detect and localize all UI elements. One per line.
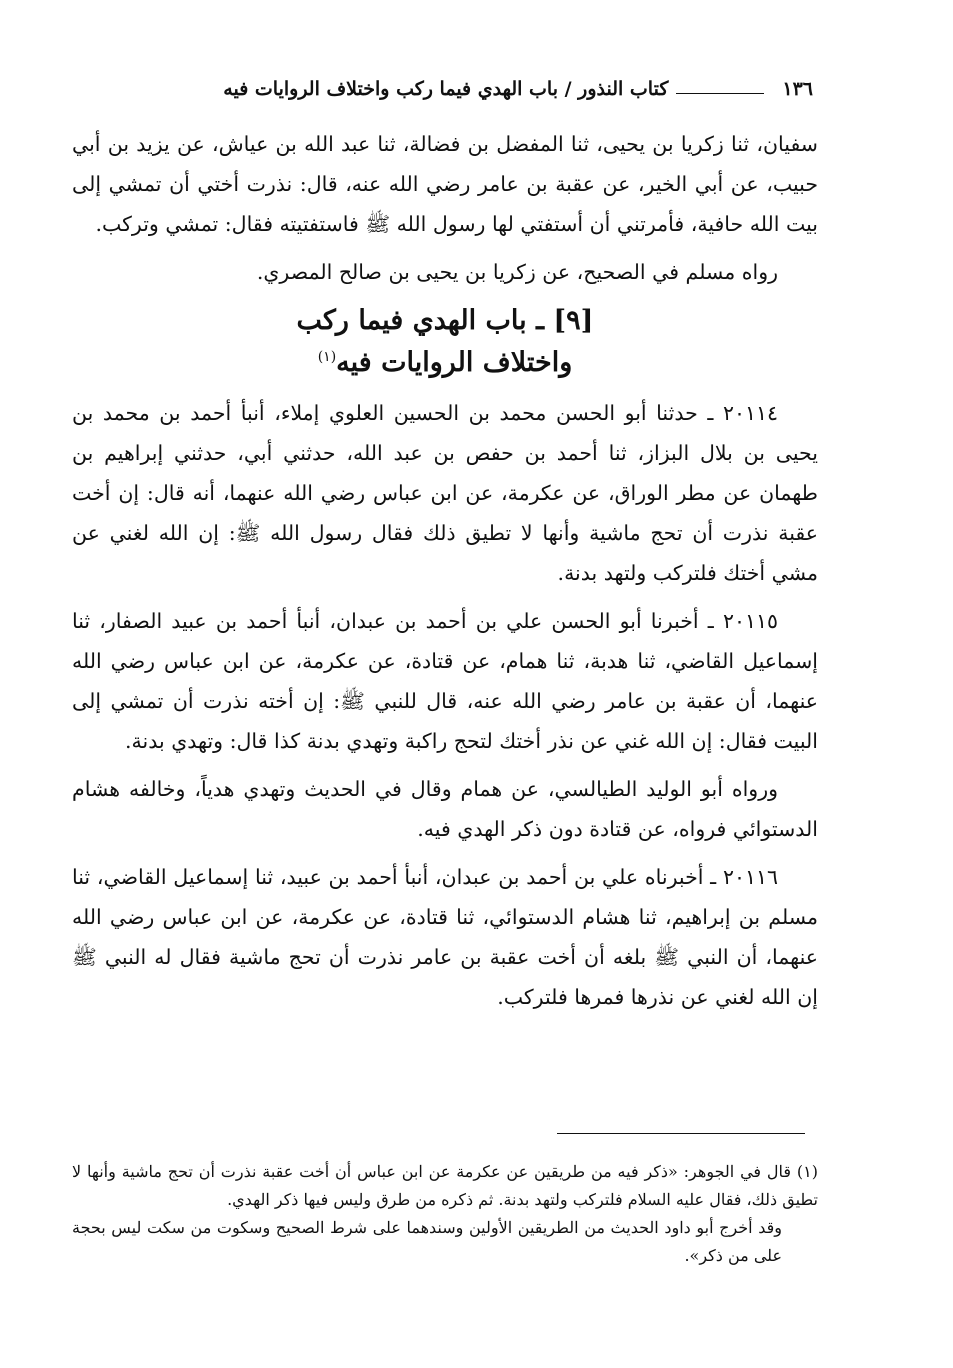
paragraph-muslim-note: رواه مسلم في الصحيح، عن زكريا بن يحيى بن صالح المصري.	[256, 260, 778, 284]
chapter-heading-line-2-text: واختلاف الروايات فيه	[336, 347, 573, 378]
hadith-20114: ٢٠١١٤ ـ حدثنا أبو الحسن محمد بن الحسين العلوي إملاء، أنبأ أحمد بن محمد بن يحيى بن بلال البزاز، ثنا أحمد بن حفص بن عبد الله، حدثني أبي، حدثني إبراهيم بن طهمان عن مطر الوراق، عن عكرمة، عن ابن عباس رضي الله عنهما، أنه قال: إن أخت عقبة نذرت أن تحج ماشية وأنها لا تطيق ذلك فقال رسول الله ﷺ: إن الله لغني عن مشي أختك فلتركب ولتهد بدنة.	[72, 401, 818, 585]
chapter-heading	[72, 302, 818, 381]
running-header	[70, 72, 813, 106]
header-title: كتاب النذور / باب الهدي فيما ركب واختلاف الروايات فيه	[223, 78, 669, 100]
paragraph-tayalisi-note: ورواه أبو الوليد الطيالسي، عن همام وقال في الحديث وتهدي هدياً، وخالفه هشام الدستوائي فرواه، عن قتادة دون ذكر الهدي فيه.	[72, 777, 818, 841]
header-rule	[676, 93, 764, 94]
hadith-20116: ٢٠١١٦ ـ أخبرناه علي بن أحمد بن عبدان، أنبأ أحمد بن عبيد، ثنا إسماعيل القاضي، ثنا مسلم بن إبراهيم، ثنا هشام الدستوائي، ثنا قتادة، عن عكرمة، عن ابن عباس رضي الله عنهما، أن النبي ﷺ بلغه أن أخت عقبة بن عامر نذرت أن تحج ماشية فقال له النبي ﷺ إن الله لغني عن نذرها فمرها فلتركب.	[72, 865, 818, 1009]
footnote-1: (١) قال في الجوهر: «ذكر فيه من طريقين عن عكرمة عن ابن عباس أن أخت عقبة نذرت أن تحج ماشية وأنها لا تطيق ذلك، فقال عليه السلام فلتركب ولتهد بدنة. ثم ذكره من طرق وليس فيها ذكر الهدي.	[72, 1162, 818, 1209]
hadith-20115: ٢٠١١٥ ـ أخبرنا أبو الحسن علي بن أحمد بن عبدان، أنبأ أحمد بن عبيد الصفار، ثنا إسماعيل القاضي، ثنا هدبة، ثنا همام، عن قتادة، عن عكرمة، عن ابن عباس رضي الله عنهما، أن عقبة بن عامر رضي الله عنه، قال للنبي ﷺ: إن أخته نذرت أن تمشي إلى البيت فقال: إن الله غني عن نذر أختك لتحج راكبة وتهدي بدنة كذا قال: وتهدي بدنة.	[72, 609, 818, 753]
footnote-separator	[557, 1133, 805, 1134]
chapter-heading-line-2	[72, 339, 818, 381]
chapter-heading-line-1: [٩] ـ باب الهدي فيما ركب	[296, 305, 594, 336]
page-number: ١٣٦	[782, 78, 813, 100]
footnote-marker: (١)	[317, 349, 337, 365]
footnotes	[72, 1158, 818, 1270]
main-text	[72, 124, 818, 1017]
footnote-1-continuation: وقد أخرج أبو داود الحديث من الطريقين الأولين وسندهما على شرط الصحيح وسكوت من سكت ليس بحجة على من ذكر».	[72, 1218, 782, 1265]
paragraph-continuation: سفيان، ثنا زكريا بن يحيى، ثنا المفضل بن فضالة، ثنا عبد الله بن عياش، عن يزيد بن أبي حبيب، عن أبي الخير، عن عقبة بن عامر رضي الله عنه، قال: نذرت أختي أن تمشي إلى بيت الله حافية، فأمرتني أن أستفتي لها رسول الله ﷺ فاستفتيته فقال: تمشي وتركب.	[72, 132, 818, 236]
